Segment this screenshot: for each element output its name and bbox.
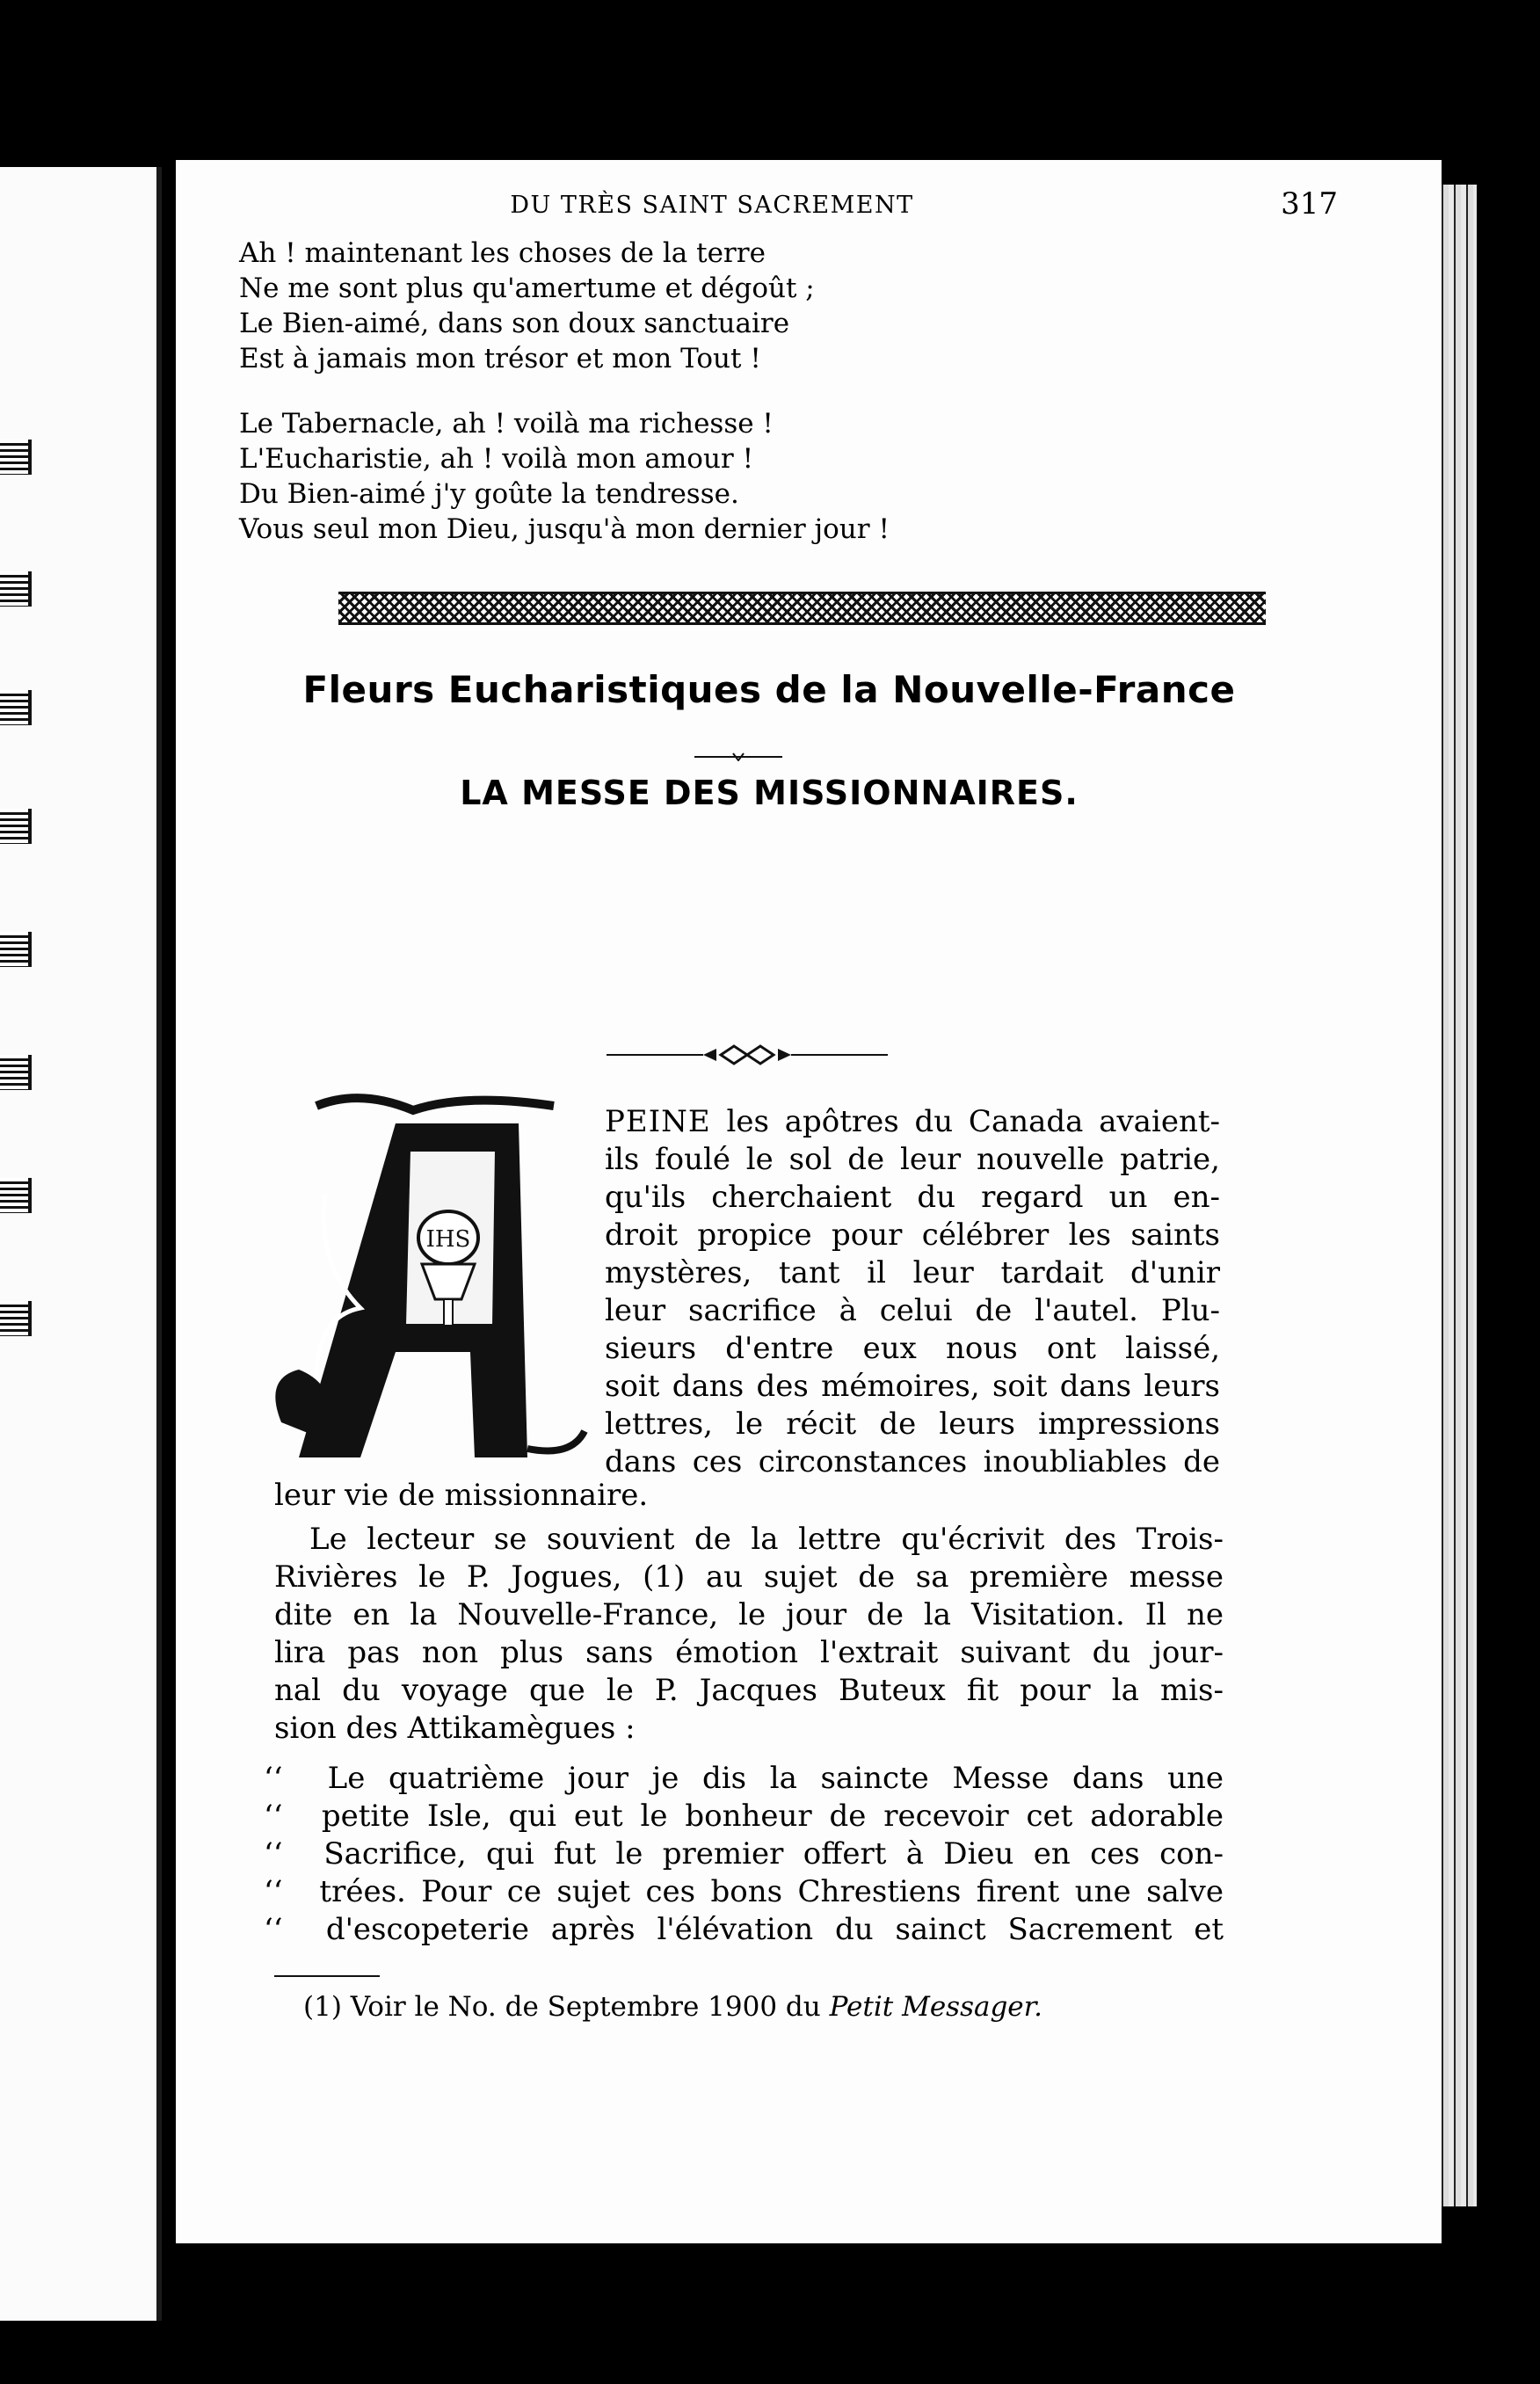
text-line: mystères, tant il leur tardait d'unir xyxy=(605,1255,1220,1290)
quotation xyxy=(264,1760,1224,1949)
page-number: 317 xyxy=(1281,186,1338,222)
quote-line: ‘‘ petite Isle, qui eut le bonheur de recevoir cet adorable xyxy=(264,1799,1224,1834)
title-ornament xyxy=(607,1044,888,1065)
text-line: leur vie de missionnaire. xyxy=(274,1478,649,1513)
footnote-italic: Petit Messager. xyxy=(829,1991,1042,2023)
small-ornament xyxy=(694,752,782,761)
text-line: dite en la Nouvelle-France, le jour de la Visitation. Il ne xyxy=(274,1597,1224,1632)
poem-line: Du Bien-aimé j'y goûte la tendresse. xyxy=(239,478,739,510)
paragraph-1 xyxy=(605,1103,1220,1481)
quote-line: ‘‘ d'escopeterie après l'élévation du sainct Sacrement et xyxy=(264,1912,1224,1947)
text-line: leur sacrifice à celui de l'autel. Plu- xyxy=(605,1293,1220,1328)
text-line: sion des Attikamègues : xyxy=(274,1711,636,1746)
text-line: Rivières le P. Jogues, (1) au sujet de sa première messe xyxy=(274,1559,1224,1595)
text-line: Le lecteur se souvient de la lettre qu'écrivit des Trois- xyxy=(309,1522,1224,1557)
facing-page-edge xyxy=(0,167,160,2321)
quote-line: ‘‘ trées. Pour ce sujet ces bons Chrestiens firent une salve xyxy=(264,1874,1224,1909)
text-line: ils foulé le sol de leur nouvelle patrie, xyxy=(605,1142,1220,1177)
dropcap-monogram: IHS xyxy=(425,1226,471,1253)
poem-stanza-1 xyxy=(239,236,815,376)
article-title: LA MESSE DES MISSIONNAIRES. xyxy=(460,774,1079,812)
paragraph-2 xyxy=(274,1521,1224,1748)
text-line: nal du voyage que le P. Jacques Buteux fit pour la mis- xyxy=(274,1673,1224,1708)
text-line: soit dans des mémoires, soit dans leurs xyxy=(605,1369,1220,1404)
quote-line: ‘‘ Le quatrième jour je dis la saincte Messe dans une xyxy=(264,1761,1224,1796)
poem-line: Ne me sont plus qu'amertume et dégoût ; xyxy=(239,273,815,304)
lead-word: PEINE xyxy=(605,1104,711,1139)
poem-stanza-2 xyxy=(239,406,890,547)
poem-line: Est à jamais mon trésor et mon Tout ! xyxy=(239,343,761,374)
text-line: dans ces circonstances inoubliables de xyxy=(605,1444,1220,1479)
poem-line: Vous seul mon Dieu, jusqu'à mon dernier jour ! xyxy=(239,513,890,545)
quote-line: ‘‘ Sacrifice, qui fut le premier offert à Dieu en ces con- xyxy=(264,1836,1224,1872)
text-line: lettres, le récit de leurs impressions xyxy=(605,1406,1220,1442)
footnote-rule xyxy=(274,1975,380,1977)
text-line: sieurs d'entre eux nous ont laissé, xyxy=(605,1331,1220,1366)
text-line: droit propice pour célébrer les saints xyxy=(605,1217,1220,1253)
text-line: lira pas non plus sans émotion l'extrait suivant du jour- xyxy=(274,1635,1224,1670)
poem-line: Le Bien-aimé, dans son doux sanctuaire xyxy=(239,308,790,339)
footnote: (1) Voir le No. de Septembre 1900 du Petit Messager. xyxy=(303,1991,1042,2023)
text-line: PEINE les apôtres du Canada avaient- xyxy=(605,1104,1220,1139)
illuminated-initial xyxy=(264,1088,589,1475)
text-line: qu'ils cherchaient du regard un en- xyxy=(605,1180,1220,1215)
ornamental-band xyxy=(338,592,1266,625)
drop-cap-illustration xyxy=(264,1088,589,1475)
section-title: Fleurs Eucharistiques de la Nouvelle-France xyxy=(302,668,1236,711)
paragraph-1-continuation xyxy=(274,1477,1224,1515)
poem-line: L'Eucharistie, ah ! voilà mon amour ! xyxy=(239,443,754,475)
poem-line: Le Tabernacle, ah ! voilà ma richesse ! xyxy=(239,408,774,440)
poem-line: Ah ! maintenant les choses de la terre xyxy=(239,237,766,269)
running-head: DU TRÈS SAINT SACREMENT xyxy=(510,192,914,219)
book-gutter xyxy=(156,167,162,2321)
